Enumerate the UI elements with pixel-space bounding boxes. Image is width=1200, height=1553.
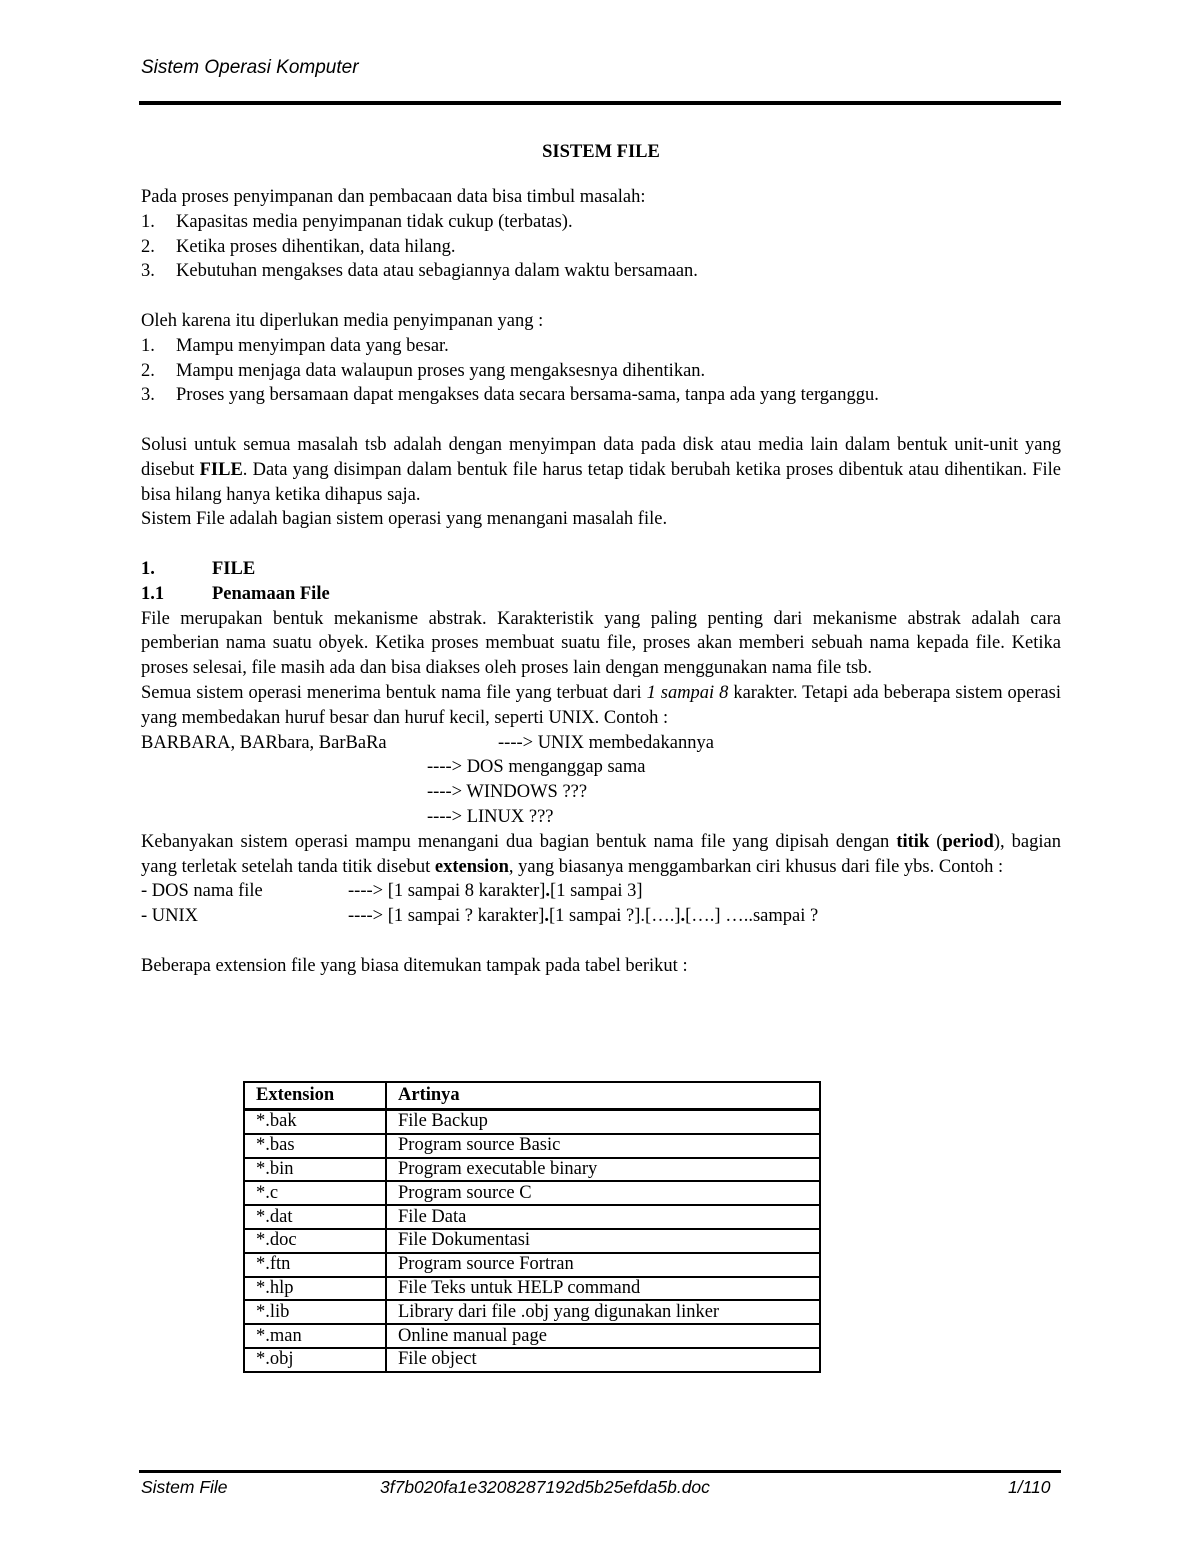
column-header: Artinya [386,1082,820,1110]
unix-naming-rule: - UNIX ----> [1 sampai ? karakter].[1 sampai ?].[….].[….] …..sampai ? [141,906,819,927]
table-row [244,1205,820,1229]
list-item: 1. Mampu menyimpan data yang besar. [141,335,449,356]
meaning-cell: Program executable binary [386,1158,820,1182]
table-intro: Beberapa extension file yang biasa ditemukan tampak pada tabel berikut : [141,955,688,976]
meaning-cell: File Teks untuk HELP command [386,1277,820,1301]
meaning-cell: Program source C [386,1181,820,1205]
meaning-cell: File Data [386,1205,820,1229]
case-example-line: ----> LINUX ??? [427,806,554,827]
intro-problems: Pada proses penyimpanan dan pembacaan data bisa timbul masalah: [141,187,646,207]
meaning-cell: Library dari file .obj yang digunakan linker [386,1300,820,1324]
table-row [244,1181,820,1205]
meaning-cell: File object [386,1348,820,1372]
extension-paragraph: Kebanyakan sistem operasi mampu menangani dua bagian bentuk nama file yang dipisah dengan titik (period), bagian yang terletak setelah tanda titik disebut extension, yang biasanya menggambarkan ciri khusus dari file ybs. Contoh : [141,831,1061,877]
list-item: 2. Mampu menjaga data walaupun proses yang mengaksesnya dihentikan. [141,360,706,381]
table-row [244,1158,820,1182]
table-row [244,1134,820,1158]
case-example-line: ----> DOS menganggap sama [427,757,646,778]
footer-filename: 3f7b020fa1e3208287192d5b25efda5b.doc [380,1477,710,1497]
problem-list [141,210,1061,284]
section-heading: 1. FILE [141,558,256,579]
table-row [244,1229,820,1253]
extension-cell: *.bin [244,1158,386,1182]
table-header-row [244,1082,820,1110]
meaning-cell: Online manual page [386,1324,820,1348]
extension-cell: *.doc [244,1229,386,1253]
list-item: 1. Kapasitas media penyimpanan tidak cukup (terbatas). [141,211,573,232]
extension-cell: *.c [244,1181,386,1205]
running-header: Sistem Operasi Komputer [141,57,359,78]
table-row [244,1348,820,1372]
table-row [244,1277,820,1301]
naming-paragraph: File merupakan bentuk mekanisme abstrak. Karakteristik yang paling penting dari mekanisme abstrak adalah cara pemberian nama suatu obyek. Ketika proses membuat suatu file, proses akan memberi sebuah nama kepada file. Ketika proses selesai, file masih ada dan bisa diakses oleh proses lain dengan menggunakan nama file tsb. [141,608,1061,679]
meaning-cell: Program source Fortran [386,1253,820,1277]
header-divider [139,101,1061,105]
extension-cell: *.dat [244,1205,386,1229]
list-item: 2. Ketika proses dihentikan, data hilang. [141,236,456,257]
case-example-line: ----> WINDOWS ??? [427,782,588,803]
file-system-definition: Sistem File adalah bagian sistem operasi yang menangani masalah file. [141,509,668,530]
page-number: 1/110 [1008,1477,1051,1497]
solution-paragraph: Solusi untuk semua masalah tsb adalah dengan menyimpan data pada disk atau media lain dalam bentuk unit-unit yang disebut FILE. Data yang disimpan dalam bentuk file harus tetap tidak berubah ketika proses dibentuk atau dihentikan. File bisa hilang hanya ketika dihapus saja. [141,434,1061,505]
dos-naming-rule: - DOS nama file ----> [1 sampai 8 karakter].[1 sampai 3] [141,881,643,902]
table-row [244,1324,820,1348]
extension-table [243,1081,821,1373]
list-item: 3. Kebutuhan mengakses data atau sebagiannya dalam waktu bersamaan. [141,261,698,282]
table-row [244,1253,820,1277]
page-title: SISTEM FILE [542,142,660,162]
extension-cell: *.bak [244,1110,386,1134]
extension-cell: *.obj [244,1348,386,1372]
subsection-heading: 1.1 Penamaan File [141,583,330,604]
extension-cell: *.lib [244,1300,386,1324]
extension-cell: *.bas [244,1134,386,1158]
table-row [244,1110,820,1134]
column-header: Extension [244,1082,386,1110]
table-row [244,1300,820,1324]
extension-cell: *.ftn [244,1253,386,1277]
requirement-list [141,334,1061,408]
extension-cell: *.hlp [244,1277,386,1301]
meaning-cell: Program source Basic [386,1134,820,1158]
footer-section: Sistem File [141,1477,228,1497]
list-item: 3. Proses yang bersamaan dapat mengakses data secara bersama-sama, tanpa ada yang terganggu. [141,385,879,406]
footer-divider [139,1470,1061,1473]
case-example: BARBARA, BARbara, BarBaRa ----> UNIX membedakannya [141,732,714,753]
intro-requirements: Oleh karena itu diperlukan media penyimpanan yang : [141,310,544,331]
naming-length-paragraph: Semua sistem operasi menerima bentuk nama file yang terbuat dari 1 sampai 8 karakter. Tetapi ada beberapa sistem operasi yang membedakan huruf besar dan huruf kecil, seperti UNIX. Contoh : [141,682,1061,728]
extension-cell: *.man [244,1324,386,1348]
meaning-cell: File Backup [386,1110,820,1134]
document-body [141,140,1061,979]
meaning-cell: File Dokumentasi [386,1229,820,1253]
